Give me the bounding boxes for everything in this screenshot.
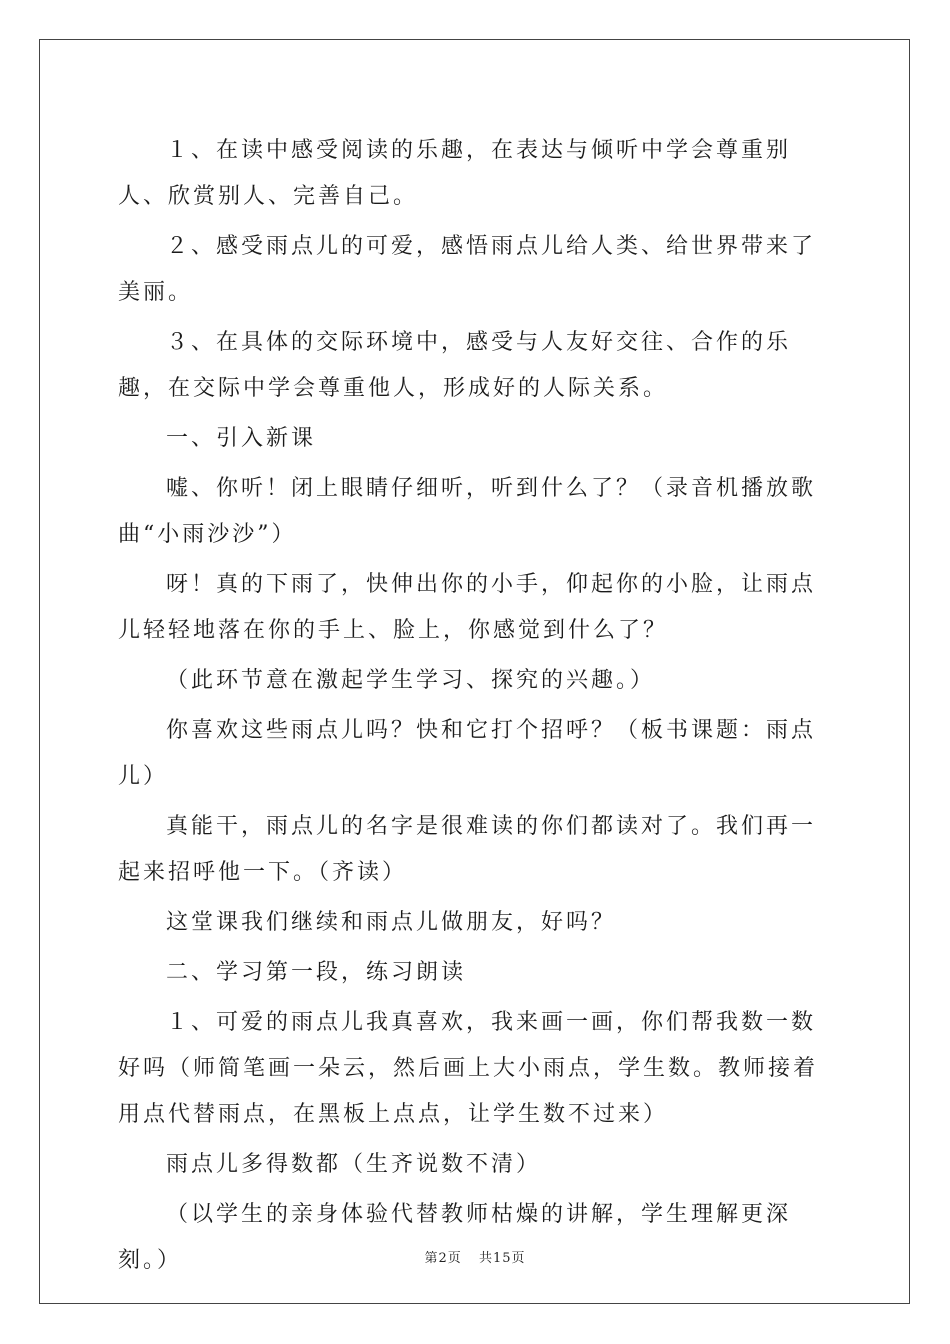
paragraph-objective-2: ２、感受雨点儿的可爱，感悟雨点儿给人类、给世界带来了美丽。 xyxy=(118,234,817,305)
page-footer xyxy=(0,1247,950,1266)
page-number-current: 第2页 xyxy=(424,1251,462,1266)
paragraph-drawing: １、可爱的雨点儿我真喜欢，我来画一画，你们帮我数一数好吗（师简笔画一朵云，然后画上大小雨点，学生数。教师接着用点代替雨点，在黑板上点点，让学生数不过来） xyxy=(118,1010,819,1127)
paragraph-note-interest: （此环节意在激起学生学习、探究的兴趣。） xyxy=(166,668,656,693)
paragraph-note-experience: （以学生的亲身体验代替教师枯燥的讲解，学生理解更深刻。） xyxy=(118,1202,792,1273)
paragraph-objective-1: １、在读中感受阅读的乐趣，在表达与倾听中学会尊重别人、欣赏别人、完善自己。 xyxy=(118,138,792,209)
paragraph-objective-3: ３、在具体的交际环境中，感受与人友好交往、合作的乐趣，在交际中学会尊重他人，形成好的人际关系。 xyxy=(118,330,792,401)
paragraph-count: 雨点儿多得数都（生齐说数不清） xyxy=(166,1152,542,1177)
paragraph-listen: 嘘、你听！闭上眼睛仔细听，听到什么了？（录音机播放歌曲“小雨沙沙”） xyxy=(118,476,817,547)
paragraph-praise: 真能干，雨点儿的名字是很难读的你们都读对了。我们再一起来招呼他一下。（齐读） xyxy=(118,814,817,885)
section-heading-part-two: 二、学习第一段，练习朗读 xyxy=(166,960,467,985)
section-heading-intro: 一、引入新课 xyxy=(166,426,317,451)
paragraph-greet: 你喜欢这些雨点儿吗？快和它打个招呼？（板书课题：雨点儿） xyxy=(118,718,817,789)
paragraph-rain: 呀！真的下雨了，快伸出你的小手，仰起你的小脸，让雨点儿轻轻地落在你的手上、脸上，你感觉到什么了？ xyxy=(118,572,817,643)
page-number-total: 共15页 xyxy=(478,1251,526,1266)
document-body xyxy=(118,128,838,1284)
paragraph-friends: 这堂课我们继续和雨点儿做朋友，好吗？ xyxy=(166,910,617,935)
